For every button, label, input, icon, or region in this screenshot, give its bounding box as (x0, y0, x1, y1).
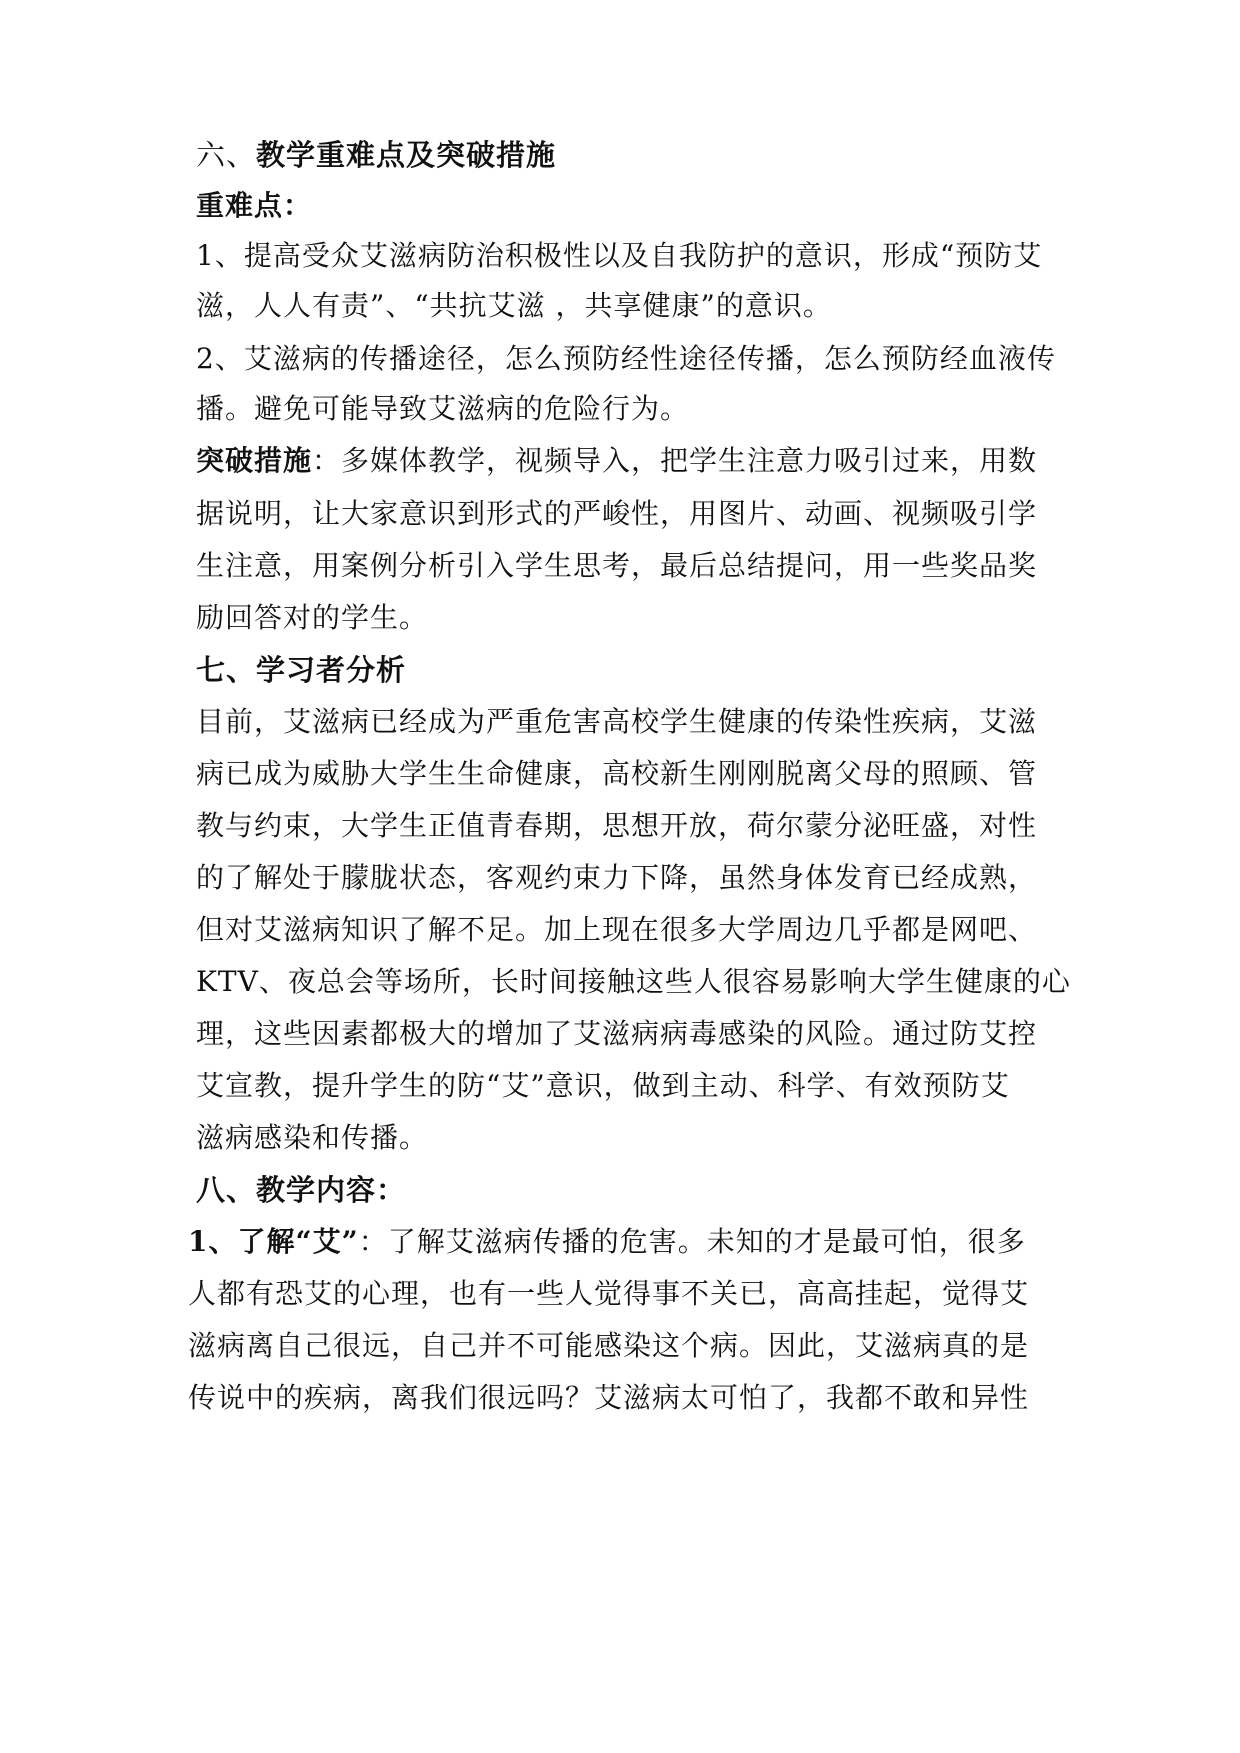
learner-analysis-line-8: 艾宣教，提升学生的防“艾”意识，做到主动、科学、有效预防艾 (196, 1069, 1010, 1102)
measures-text-1: ：多媒体教学，视频导入，把学生注意力吸引过来，用数 (312, 444, 1038, 477)
learner-analysis-line-2: 病已成为威胁大学生生命健康，高校新生刚刚脱离父母的照顾、管 (196, 757, 1038, 790)
measures-label: 突破措施 (196, 444, 313, 477)
measures-line-4: 励回答对的学生。 (196, 601, 429, 634)
key-point-1-line-2: 滋，人人有责”、“共抗艾滋 ，共享健康”的意识。 (196, 289, 832, 322)
key-point-1-line-1: 1、提高受众艾滋病防治积极性以及自我防护的意识，形成“预防艾 (196, 239, 1043, 272)
section-8-heading: 八、教学内容： (196, 1173, 407, 1207)
content-item-1-text-1: ：了解艾滋病传播的危害。未知的才是最可怕，很多 (358, 1225, 1026, 1258)
content-item-1-line-3: 滋病离自己很远，自己并不可能感染这个病。因此，艾滋病真的是 (188, 1329, 1030, 1362)
learner-analysis-line-9: 滋病感染和传播。 (196, 1121, 429, 1154)
learner-analysis-line-3: 教与约束，大学生正值青春期，思想开放，荷尔蒙分泌旺盛，对性 (196, 809, 1038, 842)
content-item-1-label: 1、了解“艾” (188, 1225, 359, 1258)
content-item-1-line-1 (188, 1222, 1068, 1262)
learner-analysis-line-7: 理，这些因素都极大的增加了艾滋病病毒感染的风险。通过防艾控 (196, 1017, 1038, 1050)
measures-line-1 (196, 441, 1076, 481)
learner-analysis-line-6: KTV、夜总会等场所，长时间接触这些人很容易影响大学生健康的心 (196, 965, 1071, 998)
section-6-heading-text: 教学重难点及突破措施 (256, 138, 557, 172)
key-points-label: 重难点： (196, 189, 313, 222)
measures-line-2: 据说明，让大家意识到形式的严峻性，用图片、动画、视频吸引学 (196, 497, 1038, 530)
learner-analysis-line-5: 但对艾滋病知识了解不足。加上现在很多大学周边几乎都是网吧、 (196, 913, 1038, 946)
section-6-heading (196, 135, 1076, 175)
section-6-heading-prefix: 六、 (196, 138, 257, 172)
key-point-2-line-1: 2、艾滋病的传播途径，怎么预防经性途径传播，怎么预防经血液传 (196, 342, 1056, 375)
key-point-2-line-2: 播。避免可能导致艾滋病的危险行为。 (196, 392, 690, 425)
content-item-1-line-2: 人都有恐艾的心理，也有一些人觉得事不关已，高高挂起，觉得艾 (188, 1277, 1030, 1310)
learner-analysis-line-4: 的了解处于朦胧状态，客观约束力下降，虽然身体发育已经成熟， (196, 861, 1038, 894)
learner-analysis-line-1: 目前，艾滋病已经成为严重危害高校学生健康的传染性疾病，艾滋 (196, 705, 1038, 738)
section-7-heading: 七、学习者分析 (196, 653, 407, 687)
content-item-1-line-4: 传说中的疾病，离我们很远吗？艾滋病太可怕了，我都不敢和异性 (188, 1381, 1030, 1414)
measures-line-3: 生注意，用案例分析引入学生思考，最后总结提问，用一些奖品奖 (196, 549, 1038, 582)
